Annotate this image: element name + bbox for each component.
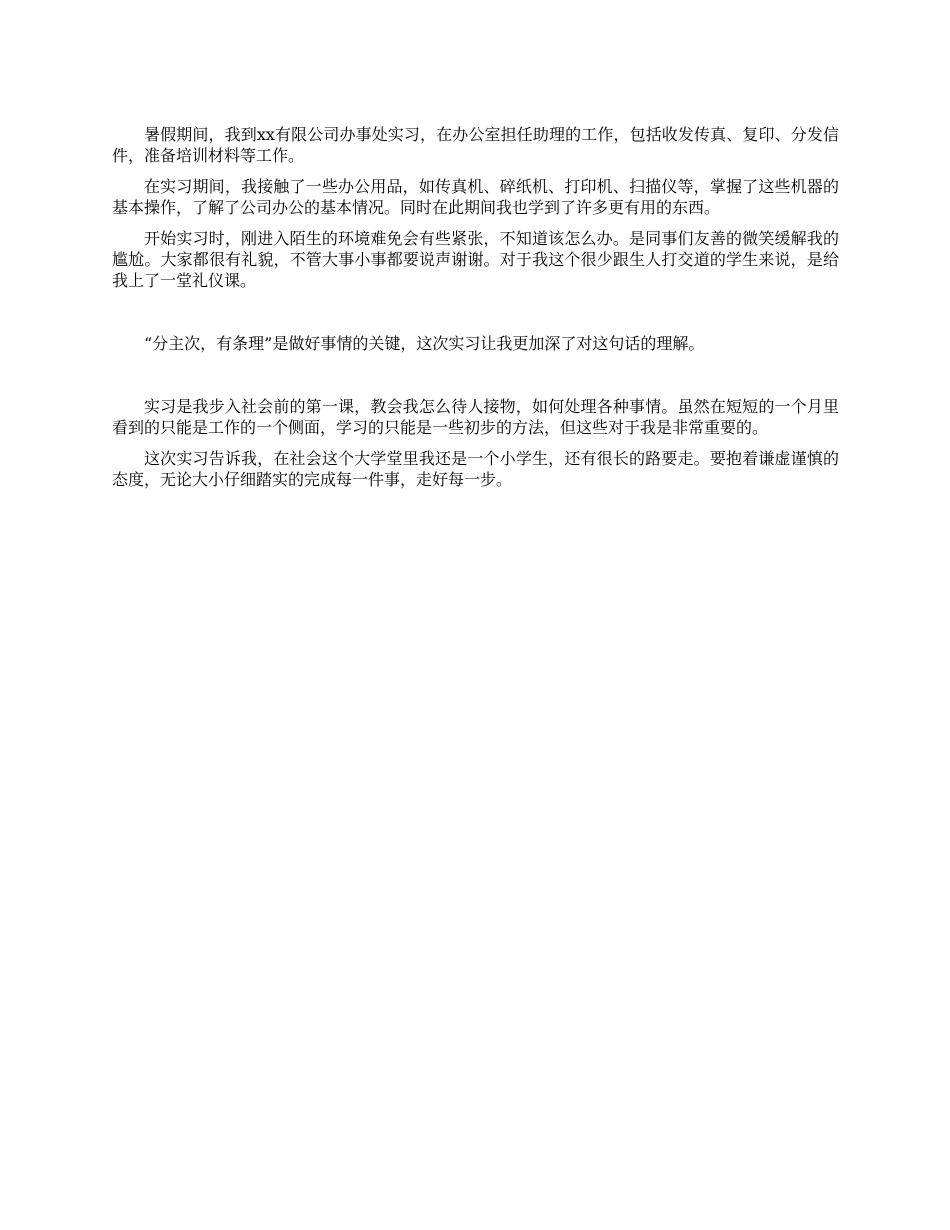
paragraph-first-days: 开始实习时，刚进入陌生的环境难免会有些紧张，不知道该怎么办。是同事们友善的微笑缓解我的尴尬。大家都很有礼貌，不管大事小事都要说声谢谢。对于我这个很少跟生人打交道的学生来说，是给我上了一堂礼仪课。 [112, 229, 839, 290]
paragraph-internship-intro: 暑假期间，我到xx有限公司办事处实习，在办公室担任助理的工作，包括收发传真、复印、分发信件，准备培训材料等工作。 [112, 125, 839, 165]
paragraph-gap [112, 364, 839, 396]
paragraph-office-equipment: 在实习期间，我接触了一些办公用品，如传真机、碎纸机、打印机、扫描仪等，掌握了这些机器的基本操作，了解了公司办公的基本情况。同时在此期间我也学到了许多更有用的东西。 [112, 177, 839, 217]
paragraph-conclusion: 这次实习告诉我，在社会这个大学堂里我还是一个小学生，还有很长的路要走。要抱着谦虚谨慎的态度，无论大小仔细踏实的完成每一件事，走好每一步。 [112, 449, 839, 489]
paragraph-key-principle: “分主次，有条理”是做好事情的关键，这次实习让我更加深了对这句话的理解。 [144, 334, 705, 353]
paragraph-first-lesson: 实习是我步入社会前的第一课，教会我怎么待人接物，如何处理各种事情。虽然在短短的一个月里看到的只能是工作的一个侧面，学习的只能是一些初步的方法，但这些对于我是非常重要的。 [112, 397, 839, 437]
document-body [112, 124, 839, 500]
paragraph-gap [112, 301, 839, 333]
